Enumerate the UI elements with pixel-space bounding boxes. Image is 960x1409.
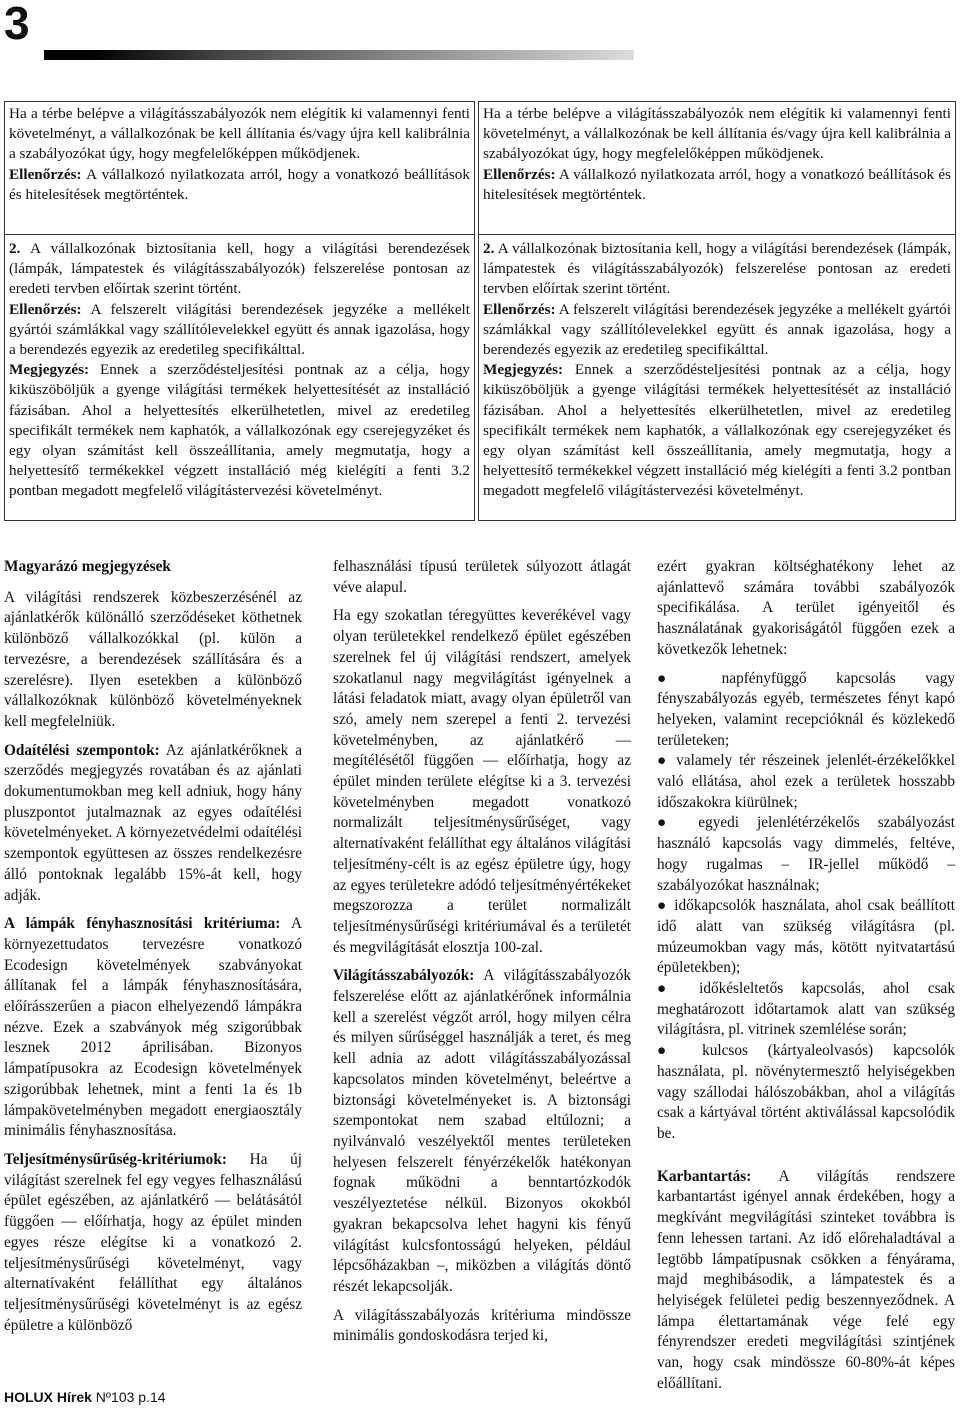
item-text: A vállalkozónak biztosítania kell, hogy a világítási berendezések (lámpák, lámpatestek és világításszabályozók) felszerelése pontosan az eredeti tervben előírtak szerint történt. bbox=[483, 240, 951, 298]
text-column-3 bbox=[657, 557, 955, 1402]
paragraph-text: Ha új világítást szerelnek fel egy vegyes felhasználású épület egészében, az ajánlatkérő — belátásától függően — előírhatja, hogy az épület minden egyes része elégítse ki a vonatkozó 2. teljesítménysűrűségi követelményt, vagy alternatívaként felállíthat egy általános teljesítménysűrűségi követelményt is az egész épületre a különböző bbox=[4, 1150, 302, 1334]
bullet-item: ● időkapcsolók használata, ahol csak beállított idő alatt van szükség világításra (pl. múzeumokban vagy más, kötött nyitvatartású épületekben); bbox=[657, 897, 955, 977]
footer-brand: HOLUX Hírek bbox=[4, 1389, 92, 1405]
table-left-top-check bbox=[9, 165, 470, 205]
paragraph-award-criteria bbox=[4, 741, 302, 907]
note-label: Megjegyzés: bbox=[9, 361, 90, 379]
bullet-item: ● kulcsos (kártyaleolvasós) kapcsolók használata, pl. növénytermesztő helyiségekben vagy szállodai hálószobákban, ahol a világítás csak a kártyával történt aktiválással kapcsolódik be. bbox=[657, 1042, 955, 1142]
page-number: 3 bbox=[4, 0, 30, 49]
paragraph-unusual-spaces: Ha egy szokatlan téregyüttes keverékével vagy olyan területekkel rendelkező épület egészében szerelnek fel új világítási rendszert, amelyek szokatlanul nagy megvilágítást igényelnek a látási feladatok miatt, avagy olyan épületről van szó, amely nem szerepel a fenti 2. tervezési követelményben, az ajánlatkérő — megítélésétől függően — előírhatja, hogy az épület minden területe elégítse ki a 3. tervezési követelményben megadott vonatkozó normalizált teljesítménysűrűséget, vagy alternatívaként felállíthat egy általános világítási teljesítmény-célt is az egész épületre úgy, hogy az egyes területekre adódó teljesítményértékeket megszorozza a terület normalizált teljesítménysűrűségi kritériumával és a területét és megvilágítását elosztja 100-zal. bbox=[333, 607, 631, 956]
table-right-top-check bbox=[483, 165, 951, 205]
item-text: A vállalkozónak biztosítania kell, hogy a világítási berendezések (lámpák, lámpatestek és világításszabályozók) felszerelése pontosan az eredeti tervben előírtak szerint történt. bbox=[9, 240, 470, 298]
section-heading: Magyarázó megjegyzések bbox=[4, 558, 171, 575]
check-text: A vállalkozó nyilatkozata arról, hogy a vonatkozó beállítások és hitelesítések megtörténtek. bbox=[9, 165, 470, 203]
check-label: Ellenőrzés: bbox=[9, 165, 82, 183]
paragraph-text: A környezettudatos tervezésre vonatkozó Ecodesign követelmények szabványokat állítanak fel a lámpák fényhasznosítására, előírásszerűen a piacon elhelyezendő lámpákra nézve. Ezek a szabványok még szigorúbbak lesznek 2012 áprilisában. Bizonyos lámpatípusokra az Ecodesign követelmények szigorúbbak lehetnek, mint a fenti 1a és 1b lámpakövetelményben megadott energiaosztály minimális fényhasznosítása. bbox=[4, 915, 303, 1140]
item-number: 2. bbox=[9, 240, 21, 257]
text-column-2 bbox=[333, 557, 631, 1355]
paragraph-controls bbox=[333, 966, 631, 1297]
paragraph-text: Az ajánlatkérőknek a szerződés megjegyzés rovatában és az ajánlati dokumentumokban meg kell adniuk, hogy hány pluszpontot jutalmaznak az egyes odaítélési követelményeket. A környezetvédelmi odaítélési szempontok együttesen az összes rendelkezésre álló pontoknak legalább 15%-át kell, hogy adják. bbox=[4, 741, 302, 904]
table-left-check bbox=[9, 300, 470, 361]
paragraph-label: A lámpák fényhasznosítási kritériuma: bbox=[4, 915, 281, 933]
table-left-note bbox=[9, 360, 470, 501]
table-left-item bbox=[9, 239, 470, 300]
table-right-check bbox=[483, 300, 951, 361]
bullet-item: ● napfényfüggő kapcsolás vagy fényszabályozás egyéb, természetes fényt kapó helyeken, valamint recepcióknál és közlekedő területeken; bbox=[657, 669, 955, 749]
check-label: Ellenőrzés: bbox=[483, 300, 556, 318]
paragraph-label: Karbantartás: bbox=[657, 1167, 752, 1185]
text-column-1 bbox=[4, 557, 302, 1344]
check-label: Ellenőrzés: bbox=[9, 300, 82, 318]
note-text: Ennek a szerződésteljesítési pontnak az a célja, hogy kiküszöböljük a gyenge világítási termékek helyettesítését az installáció fázisában. Ahol a helyettesítés elkerülhetetlen, mivel az eredetileg specifikált termékek nem kaphatók, a vállalkozónak egy cserejegyzéket és egy olyan számítást kell összeállítania, amely megmutatja, hogy a helyettesítő termékekkel végzett installáció még kielégíti a fenti 3.2 pontban megadott megfelelő világítástervezési követelményt. bbox=[9, 361, 470, 500]
criteria-table-right bbox=[478, 101, 956, 521]
table-left-top-cell bbox=[5, 102, 474, 232]
table-left-bottom-cell bbox=[5, 234, 474, 520]
check-text: A vállalkozó nyilatkozata arról, hogy a vonatkozó beállítások és hitelesítések megtörténtek. bbox=[483, 165, 951, 203]
check-text: A felszerelt világítási berendezések jegyzéke a mellékelt gyártói számlákkal vagy szállítólevelekkel együtt és annak igazolása, hogy a berendezés egyezik az eredetileg specifikálttal. bbox=[9, 300, 470, 359]
bullet-item: ● egyedi jelenlétérzékelős szabályozást használó kapcsolás vagy dimmelés, feltéve, hogy rugalmas – IR-jellel működő – szabályozókat használnak; bbox=[657, 814, 955, 894]
footer-issue: Nº103 p.14 bbox=[91, 1389, 166, 1405]
paragraph-label: Világításszabályozók: bbox=[333, 967, 475, 985]
table-right-top-cell bbox=[479, 102, 955, 232]
table-right-item bbox=[483, 239, 951, 300]
table-right-note bbox=[483, 360, 951, 501]
item-number: 2. bbox=[483, 240, 495, 257]
criteria-table-left bbox=[4, 101, 475, 521]
paragraph-intro: A világítási rendszerek közbeszerzésénél az ajánlatkérők különálló szerződéseket köthetnek különböző vállalkozókkal (pl. külön a tervezésre, a berendezések szállítására és a szerelésre). Ilyen esetekben a különböző vállalkozóknak különböző követelményeknek kell megfelelniük. bbox=[4, 588, 302, 730]
bullet-item: ● valamely tér részeinek jelenlét-érzékelőkkel való ellátása, ahol ezek a területek hosszabb időszakokra kiürülnek; bbox=[657, 752, 955, 811]
check-label: Ellenőrzés: bbox=[483, 165, 556, 183]
table-left-top-text: Ha a térbe belépve a világításszabályozók nem elégítik ki valamennyi fenti követelményt, a vállalkozónak be kell állítania és/vagy újra kell kalibrálnia a szabályozókat úgy, hogy megfelelőképpen működjenek. bbox=[9, 105, 470, 163]
footer bbox=[4, 1388, 166, 1406]
note-label: Megjegyzés: bbox=[483, 361, 564, 379]
table-right-top-text: Ha a térbe belépve a világításszabályozók nem elégítik ki valamennyi fenti követelményt, a vállalkozónak be kell állítania és/vagy újra kell kalibrálnia a szabályozókat úgy, hogy megfelelőképpen működjenek. bbox=[483, 105, 951, 163]
check-text: A felszerelt világítási berendezések jegyzéke a mellékelt gyártói számlákkal vagy szállítólevelekkel együtt és annak igazolása, hogy a berendezés egyezik az eredetileg specifikálttal. bbox=[483, 300, 951, 359]
paragraph-continued: ezért gyakran költséghatékony lehet az ajánlattevő számára további szabályozók specifikálása. A terület igényeitől és használatának gyakoriságától függően ezek a következők lehetnek: bbox=[657, 558, 955, 658]
paragraph-control-criterion: A világításszabályozás kritériuma mindössze minimális gondoskodásra terjed ki, bbox=[333, 1306, 631, 1345]
paragraph-continued: felhasználási típusú területek súlyozott átlagát véve alapul. bbox=[333, 558, 631, 596]
table-right-bottom-cell bbox=[479, 234, 955, 520]
bullet-item: ● időkésleltetős kapcsolás, ahol csak meghatározott időtartamok alatt van szükség világításra, pl. vitrinek szemlélése során; bbox=[657, 980, 955, 1039]
paragraph-label: Teljesítménysűrűség-kritériumok: bbox=[4, 1150, 227, 1168]
paragraph-text: A világítás rendszere karbantartást igényel annak érdekében, hogy a megkívánt megvilágítási szinteket továbbra is fenn lehessen tartani. Az idő előrehaladtával a legtöbb lámpatípusnak csökken a fényárama, majd meghibásodik, a lámpatestek és a helyiségek felületei pedig beszennyeződnek. A lámpa élettartamának vége felé egy fényrendszer eredeti megvilágítási szintjének van, hogy csak mindössze 60-80%-át képes előállítani. bbox=[657, 1167, 955, 1392]
paragraph-text: A világításszabályozók felszerelése előtt az ajánlatkérőnek informálnia kell a szerelést végzőt arról, hogy milyen célra és milyen sűrűséggel használják a teret, és meg kell adnia az adott világításszabályozással kapcsolatos minden követelményt, beleértve a biztonsági követelményeket is. A biztonsági szempontokat nem szabad eltúlozni; a nyilvánvaló veszélyektől mentes területeken helyesen felszerelt fényérzékelők hatékonyan fognak működni a benntartózkodók veszélyeztetése nélkül. Bizonyos okokból gyakran bekapcsolva lehet hagyni kis fényű világítást kulcsfontosságú helyeken, például lépcsőházakban –, miközben a világítás döntő részét lekapcsolják. bbox=[333, 967, 631, 1295]
paragraph-lamp-efficacy bbox=[4, 914, 302, 1142]
note-text: Ennek a szerződésteljesítési pontnak az a célja, hogy kiküszöböljük a gyenge világítási termékek helyettesítését az installáció fázisában. Ahol a helyettesítés elkerülhetetlen, mivel az eredetileg specifikált termékek nem kaphatók, a vállalkozónak egy cserejegyzéket és egy olyan számítást kell összeállítania, amely megmutatja, hogy a helyettesítő termékekkel végzett installáció még kielégíti a fenti 3.2 pontban megadott megfelelő világítástervezési követelményt. bbox=[483, 361, 951, 500]
paragraph-label: Odaítélési szempontok: bbox=[4, 741, 160, 759]
paragraph-power-density bbox=[4, 1150, 302, 1336]
header-gradient-bar bbox=[44, 50, 634, 60]
paragraph-maintenance bbox=[657, 1167, 955, 1395]
